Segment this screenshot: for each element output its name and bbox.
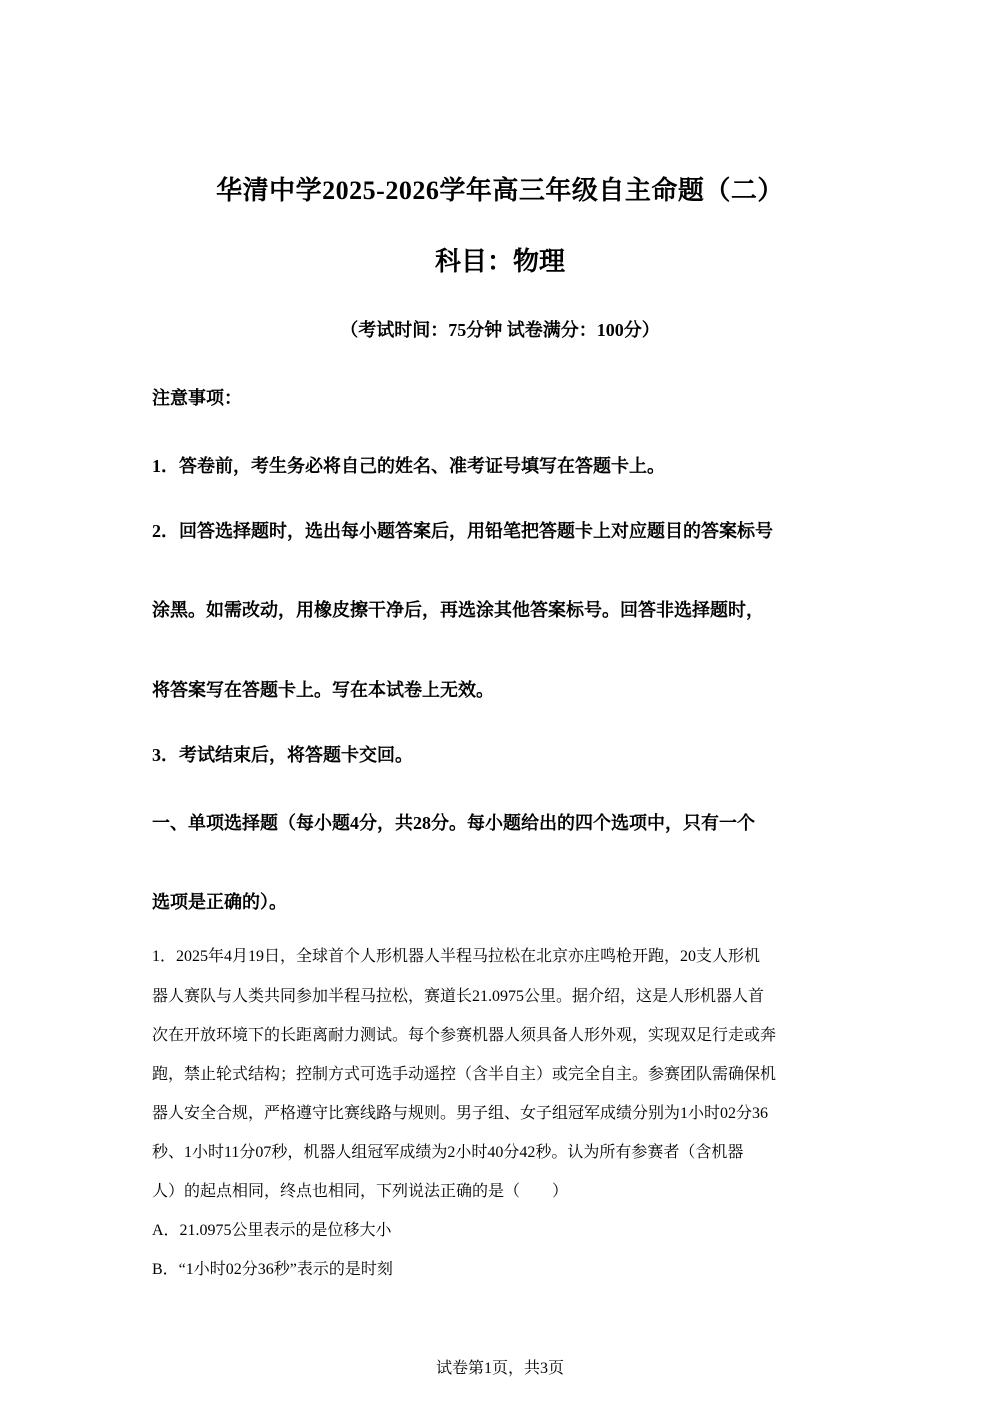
section-heading: 选项是正确的）。 — [152, 892, 287, 912]
notice-item: 1．答卷前，考生务必将自己的姓名、准考证号填写在答题卡上。 — [152, 456, 665, 476]
notice-item: 涂黑。如需改动，用橡皮擦干净后，再选涂其他答案标号。回答非选择题时， — [152, 600, 764, 620]
question-line: 1．2025年4月19日，全球首个人形机器人半程马拉松在北京亦庄鸣枪开跑，20支人形机 — [152, 948, 761, 965]
exam-info: （考试时间：75分钟 试卷满分：100分） — [340, 320, 660, 340]
section-heading: 一、单项选择题（每小题4分，共28分。每小题给出的四个选项中，只有一个 — [152, 813, 755, 833]
question-line: 器人赛队与人类共同参加半程马拉松，赛道长21.0975公里。据介绍，这是人形机器人首 — [152, 988, 765, 1005]
exam-title: 华清中学2025-2026学年高三年级自主命题（二） — [216, 176, 784, 205]
notice-item: 将答案写在答题卡上。写在本试卷上无效。 — [152, 680, 494, 700]
notice-item: 2．回答选择题时，选出每小题答案后，用铅笔把答题卡上对应题目的答案标号 — [152, 521, 773, 541]
question-line: 秒、1小时11分07秒，机器人组冠军成绩为2小时40分42秒。认为所有参赛者（含机器 — [152, 1144, 744, 1161]
option-a: A．21.0975公里表示的是位移大小 — [152, 1222, 392, 1239]
notice-heading: 注意事项： — [152, 388, 242, 408]
page-footer: 试卷第1页，共3页 — [435, 1360, 564, 1377]
subject-label: 科目：物理 — [434, 247, 565, 276]
question-line: 器人安全合规，严格遵守比赛线路与规则。男子组、女子组冠军成绩分别为1小时02分36 — [152, 1105, 769, 1122]
question-line: 跑，禁止轮式结构；控制方式可选手动遥控（含半自主）或完全自主。参赛团队需确保机 — [152, 1066, 777, 1083]
question-line: 人）的起点相同，终点也相同，下列说法正确的是（ ） — [152, 1183, 569, 1200]
question-line: 次在开放环境下的长距离耐力测试。每个参赛机器人须具备人形外观，实现双足行走或奔 — [152, 1027, 777, 1044]
notice-item: 3．考试结束后，将答题卡交回。 — [152, 745, 413, 765]
option-b: B．“1小时02分36秒”表示的是时刻 — [152, 1261, 393, 1278]
